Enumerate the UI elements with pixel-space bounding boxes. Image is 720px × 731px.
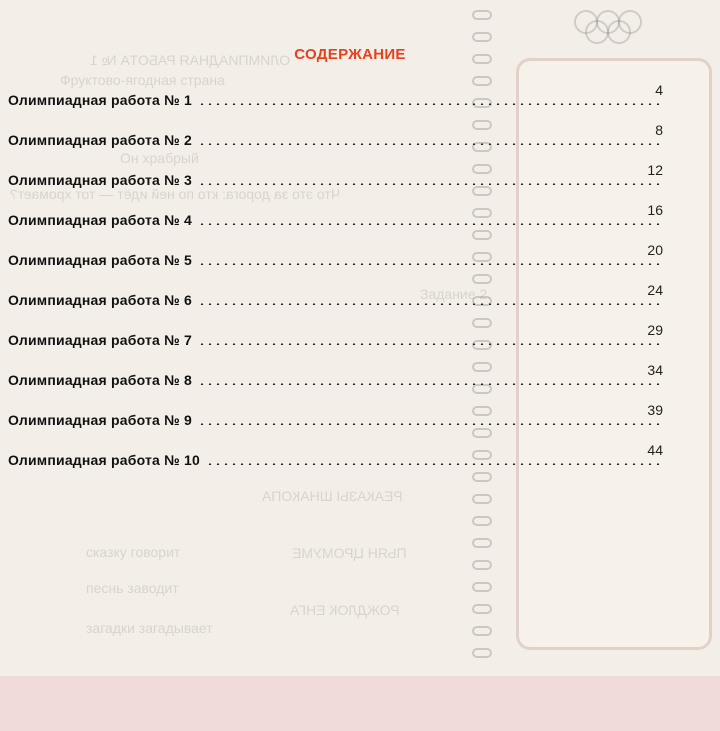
toc-entry-page: 20 [647,242,663,258]
toc-entry[interactable] [8,322,663,348]
toc-leader-dots [198,223,659,225]
bleed-through-text: загадки загадывает [86,620,213,636]
toc-entry-label: Олимпиадная работа № 2 [8,132,193,148]
toc-leader-dots [198,423,659,425]
toc-entry-label: Олимпиадная работа № 1 [8,92,193,108]
binding-ring [472,538,492,548]
bleed-through-text: ОЛИМПИАДНАЯ РАБОТА № 1 [90,52,291,68]
binding-ring [472,626,492,636]
toc-entry-label: Олимпиадная работа № 9 [8,412,193,428]
toc-entry-label: Олимпиадная работа № 4 [8,212,193,228]
toc-entry[interactable] [8,122,663,148]
binding-ring [472,230,492,240]
bleed-through-text: песнь заводит [86,580,179,596]
toc-leader-dots [198,383,659,385]
olympic-rings-icon [574,10,642,42]
toc-entry-label: Олимпиадная работа № 6 [8,292,193,308]
toc-entry[interactable] [8,82,663,108]
binding-ring [472,76,492,86]
bleed-through-text: сказку говорит [86,544,181,560]
toc-leader-dots [198,143,659,145]
toc-entry-label: Олимпиадная работа № 10 [8,452,200,468]
toc-leader-dots [198,183,659,185]
toc-entry[interactable] [8,442,663,468]
binding-ring [472,604,492,614]
binding-ring [472,516,492,526]
bleed-through-text: Что это за дорога: кто по ней идёт — тот хромает? [10,186,341,202]
binding-ring [472,32,492,42]
toc-title: СОДЕРЖАНИЕ [294,46,406,63]
toc-leader-dots [206,463,659,465]
toc-entry-page: 39 [647,402,663,418]
bleed-through-text: Он храбрый [120,150,199,166]
toc-leader-dots [198,343,659,345]
toc-entry[interactable] [8,242,663,268]
toc-entry-label: Олимпиадная работа № 8 [8,372,193,388]
toc-entry-page: 8 [655,122,663,138]
toc-leader-dots [198,303,659,305]
toc-leader-dots [198,263,659,265]
toc-entry[interactable] [8,362,663,388]
toc-entry-page: 29 [647,322,663,338]
toc-entry-page: 24 [647,282,663,298]
binding-ring [472,10,492,20]
toc-entry-label: Олимпиадная работа № 7 [8,332,193,348]
binding-ring [472,274,492,284]
binding-ring [472,428,492,438]
binding-ring [472,648,492,658]
toc-entry[interactable] [8,162,663,188]
toc-leader-dots [198,103,659,105]
binding-ring [472,494,492,504]
toc-entry[interactable] [8,402,663,428]
toc-entry[interactable] [8,282,663,308]
binding-ring [472,582,492,592]
binding-ring [472,560,492,570]
bleed-through-text: Задание 2. [420,286,492,302]
bleed-through-text: Фруктово-ягодная страна [60,72,225,88]
toc-entry-page: 44 [647,442,663,458]
toc-entry-label: Олимпиадная работа № 5 [8,252,193,268]
toc-entry[interactable] [8,202,663,228]
toc-entry-page: 16 [647,202,663,218]
bleed-through-text: РЕАКАЗЫ ШНАКОПА [262,488,403,504]
toc-entry-page: 34 [647,362,663,378]
toc-entry-page: 4 [655,82,663,98]
binding-ring [472,472,492,482]
toc-entry-page: 12 [647,162,663,178]
bleed-through-text: РОЖДЛОК ЕНГА [290,602,400,618]
toc-entry-label: Олимпиадная работа № 3 [8,172,193,188]
bottom-band [0,676,720,731]
bleed-through-text: ПЬЯН ЦРОМУМЕ [292,545,407,561]
